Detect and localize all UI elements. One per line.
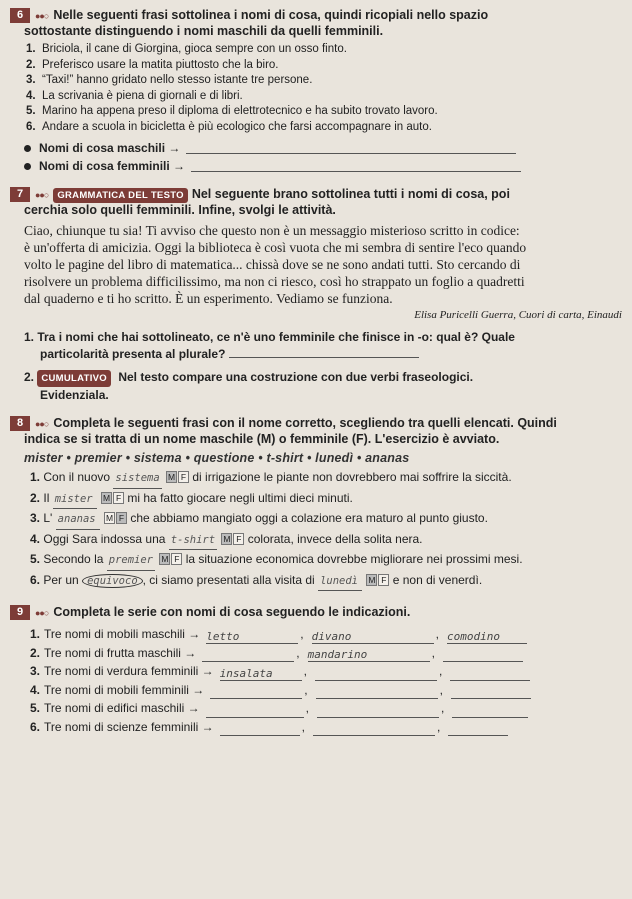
instruction-text: Nel seguente brano sottolinea tutti i nomi di cosa, poi	[191, 187, 510, 201]
masculine-checkbox[interactable]: M	[105, 513, 114, 523]
masculine-checkbox[interactable]: M	[161, 554, 169, 564]
cumulative-tag: CUMULATIVO	[37, 370, 111, 387]
passage-source: Elisa Puricelli Guerra, Cuori di carta, Einaudi	[414, 309, 622, 321]
sentence-text: e non di venerdì.	[392, 572, 483, 587]
sentence-text: che abbiamo mangiato oggi a colazione era maturo al punto giusto.	[130, 511, 488, 525]
item-number: 4.	[30, 531, 41, 546]
feminine-checkbox[interactable]: F	[116, 512, 127, 524]
item-text: “Taxi!” hanno gridato nello stesso istante tre persone.	[42, 74, 313, 86]
sentence-text: la situazione economica dovrebbe migliorare nei prossimi mesi.	[185, 552, 523, 566]
difficulty-dots: ●●○	[35, 190, 49, 200]
answer-field[interactable]	[448, 722, 508, 736]
answer-field[interactable]: mister	[53, 490, 97, 510]
sentence-row	[10, 530, 626, 551]
question-number: 2.	[24, 370, 35, 384]
feminine-checkbox[interactable]: F	[233, 533, 244, 545]
sentence-row	[10, 509, 626, 530]
answer-field[interactable]: ananas	[56, 510, 100, 530]
item-number: 4.	[26, 89, 36, 102]
answer-field[interactable]	[220, 722, 300, 736]
passage-line: è un'offerta di amicizia. Oggi la biblioteca è così vuota che mi sembra di sentire l'eco quando	[24, 240, 527, 255]
word-bank: mister • premier • sistema • questione • t-shirt • lunedì • ananas	[24, 451, 410, 465]
list-item	[26, 89, 626, 105]
answer-field[interactable]	[316, 685, 438, 699]
passage-line: Ciao, chiunque tu sia! Ti avviso che questo non è un messaggio misterioso scritto in codice:	[24, 223, 520, 238]
sentence-text: L'	[43, 511, 53, 525]
answer-field[interactable]	[451, 685, 531, 699]
exercise-number: 6	[10, 8, 30, 23]
passage-line: dal quaderno e ti ho scritto. È un esperimento. Vediamo se funziona.	[24, 291, 393, 306]
item-number: 2.	[30, 645, 41, 660]
sentence-text: Il	[43, 490, 50, 505]
list-item	[26, 104, 626, 120]
feminine-checkbox[interactable]: F	[178, 471, 189, 483]
series-label: Tre nomi di mobili maschili →	[44, 627, 201, 641]
item-text: La scrivania è piena di giornali e di libri.	[42, 89, 243, 102]
question-text: particolarità presenta al plurale?	[40, 347, 226, 361]
series-label: Tre nomi di mobili femminili →	[44, 682, 205, 697]
difficulty-dots: ●●○	[35, 11, 49, 21]
item-number: 2.	[26, 58, 36, 71]
series-label: Tre nomi di frutta maschili →	[44, 645, 197, 660]
series-row: 5. Tre nomi di edifici maschili → , ,	[10, 699, 626, 718]
sentence-text: mi ha fatto giocare negli ultimi dieci minuti.	[127, 490, 353, 505]
difficulty-dots: ●●○	[35, 419, 49, 429]
answer-field[interactable]: comodino	[447, 630, 527, 644]
series-row: 6. Tre nomi di scienze femminili → , ,	[10, 718, 626, 737]
answer-field[interactable]	[317, 704, 439, 718]
item-number: 5.	[26, 105, 36, 117]
question-text: Nel testo compare una costruzione con due verbi fraseologici.	[118, 370, 474, 384]
feminine-label: Nomi di cosa femminili →	[39, 159, 186, 173]
answer-field[interactable]	[315, 667, 437, 681]
answer-field[interactable]: insalata	[220, 667, 302, 681]
sentence-text: di irrigazione le piante non dovrebbero mai soffrire la siccità.	[192, 470, 512, 484]
sentence-list	[10, 42, 626, 135]
exercise-6-header	[10, 8, 626, 24]
exercise-instruction: Nelle seguenti frasi sottolinea i nomi di cosa, quindi ricopiali nello spazio	[53, 8, 489, 22]
exercise-7	[10, 187, 626, 404]
masculine-label: Nomi di cosa maschili →	[39, 141, 181, 155]
exercise-instruction-cont: cerchia solo quelli femminili. Infine, svolgi le attività.	[24, 203, 336, 217]
item-number: 6.	[30, 572, 41, 587]
answer-field[interactable]	[452, 704, 528, 718]
answer-field[interactable]	[202, 648, 294, 662]
sentence-text: Per un	[43, 572, 79, 587]
list-item	[26, 58, 626, 74]
feminine-checkbox[interactable]: F	[171, 553, 182, 565]
answer-field[interactable]: divano	[312, 630, 434, 644]
item-number: 3.	[30, 664, 41, 678]
exercise-9-header	[10, 605, 626, 621]
item-number: 1.	[30, 627, 41, 641]
exercise-7-header-line2	[10, 203, 626, 218]
item-number: 2.	[30, 490, 41, 505]
exercise-6-header-line2	[10, 24, 626, 39]
answer-field[interactable]: mandarino	[308, 648, 430, 662]
passage-line: risolvere un problema difficilissimo, ma non ci riesco, così ho strappato un foglio a quadretti	[24, 274, 525, 289]
exercise-8	[10, 416, 626, 591]
answer-field[interactable]: t-shirt	[169, 531, 217, 551]
question-2	[10, 369, 626, 387]
sentence-row	[10, 571, 626, 592]
exercise-9	[10, 605, 626, 736]
sentence-row	[10, 550, 626, 571]
answer-field[interactable]: lunedì	[318, 572, 362, 592]
series-list	[10, 625, 626, 736]
difficulty-dots: ●●○	[35, 608, 49, 618]
question-1-cont	[10, 346, 626, 363]
exercise-instruction: Completa le seguenti frasi con il nome corretto, scegliendo tra quelli elencati. Quindi	[53, 416, 557, 430]
circled-word: equivoco	[82, 574, 143, 588]
masculine-answer-field[interactable]	[186, 142, 516, 154]
series-label: Tre nomi di verdura femminili →	[44, 664, 214, 678]
exercise-number: 7	[10, 187, 30, 202]
series-row: 3. Tre nomi di verdura femminili → insalata , ,	[10, 662, 626, 681]
answer-field[interactable]: premier	[107, 551, 155, 571]
answer-field[interactable]: sistema	[113, 469, 161, 489]
question-1	[10, 329, 626, 346]
item-number: 1.	[26, 43, 36, 55]
item-number: 5.	[30, 701, 41, 715]
item-number: 3.	[26, 74, 36, 86]
answer-field[interactable]	[443, 648, 523, 662]
masculine-answer-line	[10, 139, 626, 157]
exercise-number: 9	[10, 605, 30, 620]
sentence-text: , ci siamo presentati alla visita di	[142, 572, 315, 587]
grammar-tag: GRAMMATICA DEL TESTO	[53, 188, 188, 203]
list-item	[26, 42, 626, 58]
item-number: 1.	[30, 470, 41, 484]
reading-passage	[10, 218, 626, 307]
list-item	[26, 73, 626, 89]
bullet-icon	[24, 163, 31, 170]
exercise-instruction-cont: sottostante distinguendo i nomi maschili da quelli femminili.	[24, 24, 384, 38]
feminine-answer-field[interactable]	[191, 160, 521, 172]
item-number: 4.	[30, 682, 41, 697]
answer-field[interactable]: letto	[206, 630, 298, 644]
answer-field[interactable]	[229, 357, 419, 358]
passage-line: volto le pagine del libro di matematica... chissà dove se ne sono andati tutti. Sto cercando di	[24, 257, 521, 272]
exercise-instruction: Completa le serie con nomi di cosa seguendo le indicazioni.	[53, 605, 411, 619]
sentence-row	[10, 489, 626, 510]
answer-field[interactable]	[206, 704, 304, 718]
series-label: Tre nomi di edifici maschili →	[44, 701, 200, 715]
exercise-8-header-line2	[10, 432, 626, 447]
item-number: 3.	[30, 511, 41, 525]
item-text: Preferisco usare la matita piuttosto che la biro.	[42, 58, 279, 71]
sentence-text: Secondo la	[43, 552, 104, 566]
sentence-row	[10, 468, 626, 489]
exercise-7-header	[10, 187, 626, 203]
masculine-checkbox[interactable]: M	[103, 492, 111, 503]
series-row: 2. Tre nomi di frutta maschili → , mandarino ,	[10, 644, 626, 663]
item-number: 6.	[30, 719, 41, 734]
exercise-instruction	[53, 187, 510, 203]
masculine-checkbox[interactable]: M	[223, 533, 231, 544]
item-number: 6.	[26, 120, 36, 133]
feminine-answer-line	[10, 157, 626, 175]
item-text: Andare a scuola in bicicletta è più ecologico che farsi accompagnare in auto.	[42, 120, 432, 133]
answer-field[interactable]	[313, 722, 435, 736]
series-label: Tre nomi di scienze femminili →	[44, 719, 214, 734]
question-text: Evidenziala.	[40, 388, 109, 402]
feminine-checkbox[interactable]: F	[113, 492, 124, 504]
masculine-checkbox[interactable]: M	[167, 472, 176, 482]
item-text: Briciola, il cane di Giorgina, gioca sempre con un osso finto.	[42, 43, 347, 55]
exercise-8-header	[10, 416, 626, 432]
exercise-instruction-cont: indica se si tratta di un nome maschile (M) o femminile (F). L'esercizio è avviato.	[24, 432, 500, 446]
series-row: 4. Tre nomi di mobili femminili → , ,	[10, 681, 626, 700]
item-text: Marino ha appena preso il diploma di elettrotecnico e ha subito trovato lavoro.	[42, 105, 438, 117]
series-row: 1. Tre nomi di mobili maschili → letto , divano , comodino	[10, 625, 626, 644]
exercise-number: 8	[10, 416, 30, 431]
feminine-checkbox[interactable]: F	[378, 574, 389, 586]
list-item	[26, 120, 626, 136]
sentence-text: colorata, invece della solita nera.	[247, 531, 423, 546]
masculine-checkbox[interactable]: M	[368, 574, 376, 585]
question-2-cont	[10, 387, 626, 404]
sentence-text: Oggi Sara indossa una	[43, 531, 166, 546]
answer-field[interactable]	[210, 685, 302, 699]
bullet-icon	[24, 145, 31, 152]
question-text: 1. Tra i nomi che hai sottolineato, ce n'è uno femminile che finisce in -o: qual è? Quale	[24, 330, 515, 344]
sentence-text: Con il nuovo	[43, 470, 111, 484]
exercise-6	[10, 8, 626, 175]
item-number: 5.	[30, 552, 41, 566]
answer-field[interactable]	[450, 667, 530, 681]
